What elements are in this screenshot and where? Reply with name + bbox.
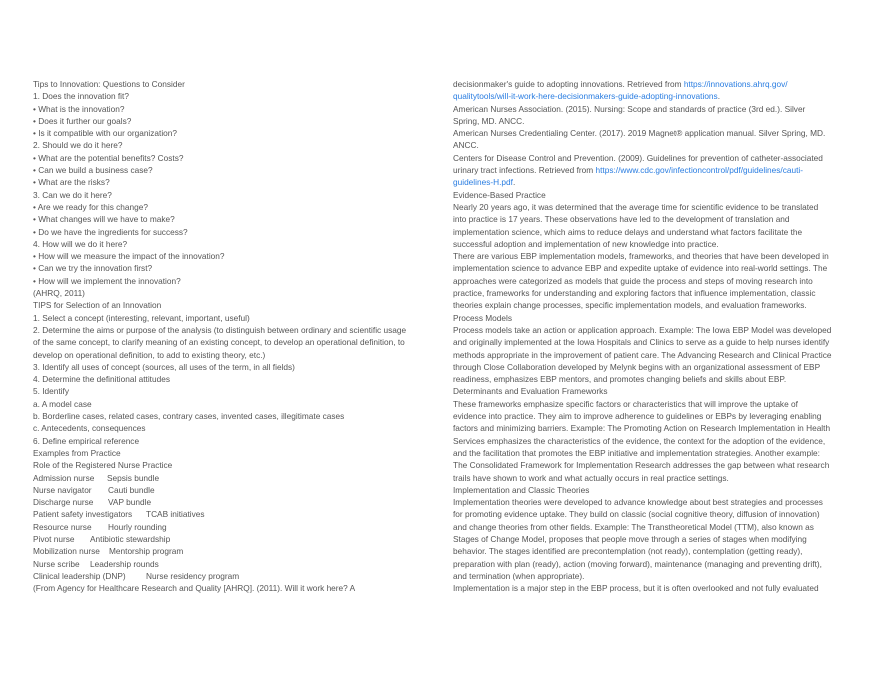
selection-line: of the same concept, to clarify meaning of an existing concept, to develop an operational definition, to (33, 337, 405, 348)
reference-text: urinary tract infections. Retrieved from (453, 165, 596, 176)
role-practice: VAP bundle (108, 497, 152, 508)
role-practice: Hourly rounding (108, 521, 167, 532)
paragraph-line: Implementation is a major step in the EBP process, but it is often overlooked and not fully evaluated (453, 583, 819, 594)
role-practice: Cauti bundle (108, 484, 155, 495)
bullet-item: • Can we build a business case? (33, 165, 153, 176)
paragraph-line: theories explain change processes, specific implementation models, and evaluation frameworks. (453, 300, 807, 311)
role-practice: Sepsis bundle (107, 472, 160, 483)
left-column (33, 78, 428, 594)
paragraph-line: The Consolidated Framework for Implementation Research addresses the gap between what research (453, 460, 830, 471)
paragraph-line: and termination (when appropriate). (453, 570, 585, 581)
role-row (33, 545, 428, 557)
paragraph-line: into practice is 17 years. These observations have led to the development of translation and (453, 214, 790, 225)
paragraph-line: Process models take an action or application approach. Example: The Iowa EBP Model was developed (453, 324, 832, 335)
examples-heading: Examples from Practice (33, 447, 121, 458)
paragraph-line: implementation science to advance EBP and expedite uptake of evidence into real-world settings. The (453, 263, 828, 274)
ahrq-link[interactable]: qualitytools/will-it-work-here-decisionmakers-guide-adopting-innovations (453, 91, 718, 102)
right-column (453, 78, 848, 594)
role-name: Patient safety investigators (33, 509, 133, 520)
bullet-item: • Can we try the innovation first? (33, 263, 153, 274)
selection-line: a. A model case (33, 398, 92, 409)
question-heading: 1. Does the innovation fit? (33, 91, 129, 102)
paragraph-line: and change theories from other fields. Example: The Transtheoretical Model (TTM), also known as (453, 521, 814, 532)
role-practice: TCAB initiatives (146, 509, 205, 520)
paragraph-line: for promoting evidence uptake. They build on classic (social cognitive theory, diffusion of innovation) (453, 509, 820, 520)
paragraph-line: behavior. The stages identified are precontemplation (not ready), contemplation (getting ready), (453, 546, 803, 557)
selection-heading: TIPS for Selection of an Innovation (33, 300, 162, 311)
paragraph-line: readiness, emphasizes EBP mentors, and promotes changing beliefs and skills about EBP. (453, 374, 787, 385)
bullet-item: • Is it compatible with our organization? (33, 128, 178, 139)
bullet-item: • Are we ready for this change? (33, 201, 148, 212)
bullet-item: • Does it further our goals? (33, 115, 132, 126)
paragraph-line: Implementation theories were developed to advance knowledge about best strategies and processes (453, 497, 823, 508)
classic-theories-heading: Implementation and Classic Theories (453, 484, 590, 495)
role-name: Clinical leadership (DNP) (33, 570, 126, 581)
role-name: Nurse navigator (33, 484, 92, 495)
roles-table-header: Role of the Registered Nurse Practice (33, 460, 173, 471)
tips-heading: Tips to Innovation: Questions to Consider (33, 79, 185, 89)
selection-line: c. Antecedents, consequences (33, 423, 146, 434)
reference-line (453, 164, 848, 176)
reference-line: ANCC. (453, 140, 479, 151)
paragraph-line: Services emphasizes the characteristics of the evidence, the context for the adoption of the evidence, (453, 435, 826, 446)
reference-text: . (512, 177, 516, 188)
ebp-heading: Evidence-Based Practice (453, 189, 546, 200)
question-heading: 2. Should we do it here? (33, 140, 123, 151)
reference-text: . (717, 91, 721, 102)
role-row (33, 570, 428, 582)
role-name: Resource nurse (33, 521, 92, 532)
paragraph-line: There are various EBP implementation models, frameworks, and theories that have been developed in (453, 251, 829, 262)
paragraph-line: Nearly 20 years ago, it was determined that the average time for scientific evidence to be translated (453, 201, 819, 212)
bullet-item: • What is the innovation? (33, 103, 125, 114)
selection-line: 1. Select a concept (interesting, relevant, important, useful) (33, 312, 250, 323)
paragraph-line: evidence into practice. They aim to improve adherence to guidelines or EBPs by leveraging enabling (453, 411, 822, 422)
role-practice: Mentorship program (109, 546, 184, 557)
role-name: Mobilization nurse (33, 546, 100, 557)
paragraph-line: implementation science, which aims to reduce delays and understand what factors facilitate the (453, 226, 803, 237)
paragraph-line: approaches were categorized as models that guide the process and steps of moving research into (453, 275, 813, 286)
bullet-item: • What are the risks? (33, 177, 110, 188)
selection-line: develop on operational definition, to add to existing theory, etc.) (33, 349, 266, 360)
paragraph-line: preparation with plan (ready), action (moving forward), maintenance (managing and preventing drift), (453, 558, 822, 569)
paragraph-line: trails have shown to work and what actually occurs in real practice settings. (453, 472, 729, 483)
citation: (AHRQ, 2011) (33, 288, 85, 299)
cdc-link[interactable]: guidelines-H.pdf (453, 177, 513, 188)
paragraph-line: and the facilitation that promotes the EBP initiative and implementation strategies. Another example: (453, 447, 820, 458)
selection-line: b. Borderline cases, related cases, contrary cases, invented cases, illegitimate cases (33, 411, 345, 422)
paragraph-line: factors and minimizing barriers. Example: The Promoting Action on Research Implementation in Health (453, 423, 831, 434)
bullet-item: • How will we implement the innovation? (33, 275, 181, 286)
question-heading: 4. How will we do it here? (33, 238, 128, 249)
bullet-item: • What are the potential benefits? Costs? (33, 152, 184, 163)
selection-line: 4. Determine the definitional attitudes (33, 374, 170, 385)
reference-line: Spring, MD. ANCC. (453, 115, 525, 126)
reference-text: decisionmaker's guide to adopting innovations. Retrieved from (453, 79, 684, 89)
paragraph-line: and originally implemented at the Iowa Hospitals and Clinics to serve as a guide to help nurses identify (453, 337, 830, 348)
role-name: Pivot nurse (33, 533, 75, 544)
determinants-heading: Determinants and Evaluation Frameworks (453, 386, 608, 397)
reference-line (453, 176, 848, 188)
paragraph-line: through Close Collaboration developed by Melynk begins with an organizational assessment of EBP (453, 361, 821, 372)
role-practice: Antibiotic stewardship (90, 533, 171, 544)
paragraph-line: methods appropriate in the improvement of patient care. The Advancing Research and Clinical Practice (453, 349, 832, 360)
cdc-link[interactable]: https://www.cdc.gov/infectioncontrol/pdf/guidelines/cauti- (595, 165, 804, 176)
role-name: Nurse scribe (33, 558, 80, 569)
role-row (33, 533, 428, 545)
selection-line: 6. Define empirical reference (33, 435, 140, 446)
role-row (33, 508, 428, 520)
role-name: Discharge nurse (33, 497, 94, 508)
ahrq-link[interactable]: https://innovations.ahrq.gov/ (683, 79, 788, 89)
question-heading: 3. Can we do it here? (33, 189, 112, 200)
role-practice: Leadership rounds (90, 558, 159, 569)
selection-line: 3. Identify all uses of concept (sources, all uses of the term, in all fields) (33, 361, 295, 372)
role-row (33, 484, 428, 496)
reference-start: (From Agency for Healthcare Research and Quality [AHRQ]. (2011). Will it work here? A (33, 583, 356, 594)
reference-line: Centers for Disease Control and Prevention. (2009). Guidelines for prevention of catheter-associated (453, 152, 823, 163)
role-name: Admission nurse (33, 472, 95, 483)
paragraph-line: Stages of Change Model, proposes that people move through a series of stages when modifying (453, 533, 807, 544)
bullet-item: • Do we have the ingredients for success? (33, 226, 188, 237)
role-row (33, 558, 428, 570)
role-row (33, 496, 428, 508)
selection-line: 5. Identify (33, 386, 69, 397)
paragraph-line: These frameworks emphasize specific factors or characteristics that will improve the uptake of (453, 398, 798, 409)
reference-line (453, 78, 848, 90)
bullet-item: • What changes will we have to make? (33, 214, 175, 225)
role-practice: Nurse residency program (146, 570, 240, 581)
reference-line: American Nurses Association. (2015). Nursing: Scope and standards of practice (3rd ed.). Silver (453, 103, 806, 114)
bullet-item: • How will we measure the impact of the innovation? (33, 251, 225, 262)
paragraph-line: successful adoption and implementation of new knowledge into practice. (453, 238, 719, 249)
selection-line: 2. Determine the aims or purpose of the analysis (to distinguish between ordinary and scientific usage (33, 324, 407, 335)
paragraph-line: practice, frameworks for understanding and exploring factors that influence implementation, classic (453, 288, 816, 299)
reference-line: American Nurses Credentialing Center. (2017). 2019 Magnet® application manual. Silver Spring, MD. (453, 128, 826, 139)
process-models-heading: Process Models (453, 312, 513, 323)
reference-line (453, 90, 848, 102)
role-row (33, 521, 428, 533)
role-row (33, 472, 428, 484)
